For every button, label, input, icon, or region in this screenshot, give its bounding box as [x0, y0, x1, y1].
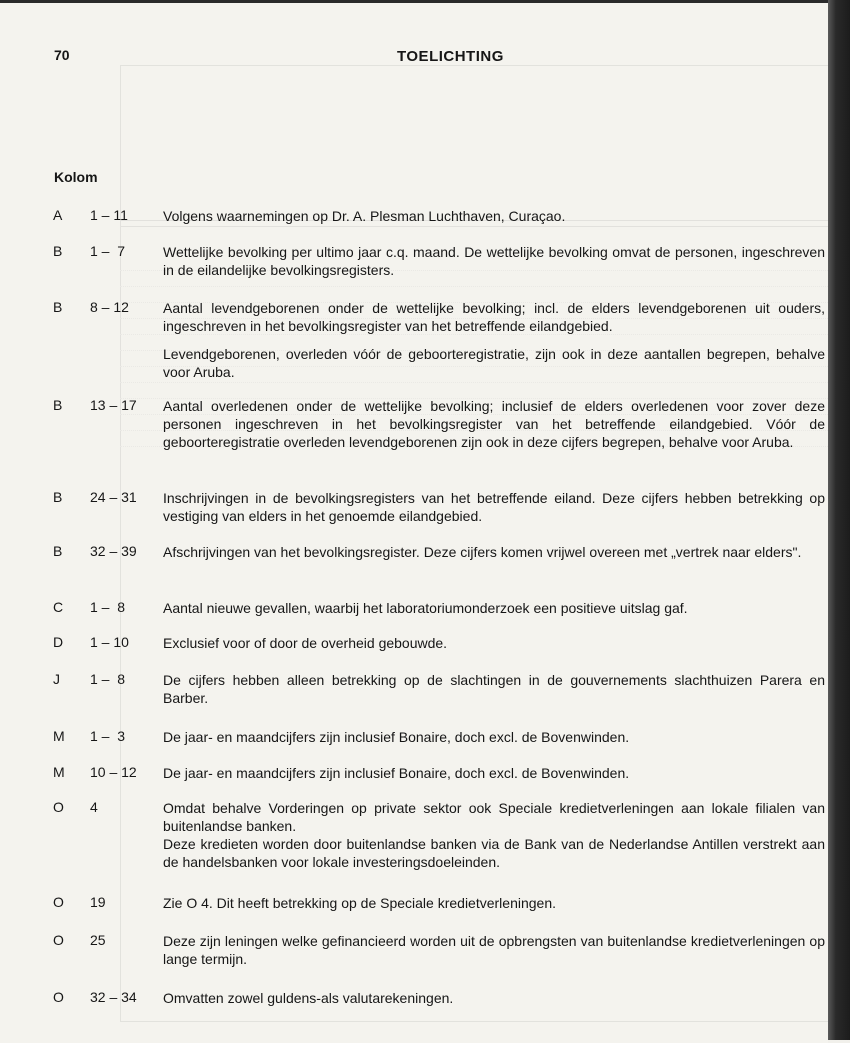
table-letter: O — [53, 894, 64, 910]
note-paragraph: Omdat behalve Vorderingen op private sektor ook Speciale kredietverleningen aan lokale filialen van buitenlandse banken. — [163, 800, 825, 834]
note-paragraph: Levendgeborenen, overleden vóór de geboorteregistratie, zijn ook in deze aantallen begrepen, behalve voor Aruba. — [163, 346, 825, 380]
table-letter: B — [53, 489, 63, 505]
kolom-heading: Kolom — [54, 169, 98, 185]
note-text — [163, 489, 825, 525]
note-text — [163, 299, 825, 381]
column-range: 1 – 3 — [90, 728, 126, 744]
column-range: 1 – 7 — [90, 243, 126, 259]
note-text — [163, 543, 825, 561]
table-letter: D — [53, 634, 64, 650]
table-letter: C — [53, 599, 64, 615]
note-paragraph: Omvatten zowel guldens-als valutarekeningen. — [163, 990, 454, 1006]
column-range: 8 – 12 — [90, 299, 129, 315]
note-paragraph: De jaar- en maandcijfers zijn inclusief Bonaire, doch excl. de Bovenwinden. — [163, 729, 630, 745]
note-text — [163, 728, 825, 746]
table-letter: M — [53, 764, 65, 780]
note-text — [163, 932, 825, 968]
column-range: 10 – 12 — [90, 764, 137, 780]
note-paragraph: Aantal overledenen onder de wettelijke bevolking; inclusief de elders overledenen voor zover deze personen ingeschreven in het bevolkingsregister van het betreffende eilandgebied. Vóór de geboorteregistratie overleden levendgeborenen zijn ook in deze cijfers begrepen, behalve voor Aruba. — [163, 398, 825, 450]
note-paragraph: Exclusief voor of door de overheid gebouwde. — [163, 635, 448, 651]
note-text — [163, 799, 825, 871]
note-text — [163, 634, 825, 652]
column-range: 32 – 39 — [90, 543, 137, 559]
note-text — [163, 397, 825, 451]
column-range: 32 – 34 — [90, 989, 137, 1005]
column-range: 24 – 31 — [90, 489, 137, 505]
note-paragraph: Aantal levendgeborenen onder de wettelijke bevolking; incl. de elders levendgeborenen uit ouders, ingeschreven in het bevolkingsregister van het betreffende eilandgebied. — [163, 300, 825, 334]
table-letter: O — [53, 799, 64, 815]
table-letter: J — [53, 671, 60, 687]
column-range: 13 – 17 — [90, 397, 137, 413]
note-text — [163, 671, 825, 707]
note-paragraph: Afschrijvingen van het bevolkingsregister. Deze cijfers komen vrijwel overeen met „vertrek naar elders". — [163, 544, 802, 560]
table-letter: B — [53, 543, 63, 559]
column-range: 1 – 10 — [90, 634, 129, 650]
column-range: 1 – 8 — [90, 599, 126, 615]
note-paragraph: Deze kredieten worden door buitenlandse banken via de Bank van de Nederlandse Antillen verstrekt aan de handelsbanken voor lokale investeringsdoeleinden. — [163, 836, 825, 870]
note-text — [163, 599, 825, 617]
table-letter: M — [53, 728, 65, 744]
note-text — [163, 243, 825, 279]
note-paragraph: Zie O 4. Dit heeft betrekking op de Speciale kredietverleningen. — [163, 895, 557, 911]
table-letter: O — [53, 932, 64, 948]
table-letter: A — [53, 207, 63, 223]
adjacent-page-edge — [828, 0, 850, 1040]
note-text — [163, 989, 825, 1007]
column-range: 1 – 8 — [90, 671, 126, 687]
note-paragraph: De jaar- en maandcijfers zijn inclusief Bonaire, doch excl. de Bovenwinden. — [163, 765, 630, 781]
note-paragraph: De cijfers hebben alleen betrekking op de slachtingen in de gouvernements slachthuizen Parera en Barber. — [163, 672, 825, 706]
table-letter: B — [53, 299, 63, 315]
note-paragraph: Inschrijvingen in de bevolkingsregisters van het betreffende eiland. Deze cijfers hebben betrekking op vestiging van elders in het genoemde eilandgebied. — [163, 490, 825, 524]
table-letter: B — [53, 243, 63, 259]
note-paragraph: Volgens waarnemingen op Dr. A. Plesman Luchthaven, Curaçao. — [163, 208, 566, 224]
page-number: 70 — [54, 47, 70, 63]
column-range: 25 — [90, 932, 106, 948]
note-paragraph: Wettelijke bevolking per ultimo jaar c.q. maand. De wettelijke bevolking omvat de personen, ingeschreven in de eilandelijke bevolkingsregisters. — [163, 244, 825, 278]
note-text — [163, 894, 825, 912]
column-range: 1 – 11 — [90, 207, 128, 223]
page-title: TOELICHTING — [397, 48, 504, 65]
note-paragraph: Aantal nieuwe gevallen, waarbij het laboratoriumonderzoek een positieve uitslag gaf. — [163, 600, 688, 616]
column-range: 19 — [90, 894, 106, 910]
column-range: 4 — [90, 799, 98, 815]
note-text — [163, 207, 825, 225]
table-letter: B — [53, 397, 63, 413]
table-letter: O — [53, 989, 64, 1005]
note-text — [163, 764, 825, 782]
note-paragraph: Deze zijn leningen welke gefinancieerd worden uit de opbrengsten van buitenlandse kredietverleningen op lange termijn. — [163, 933, 825, 967]
